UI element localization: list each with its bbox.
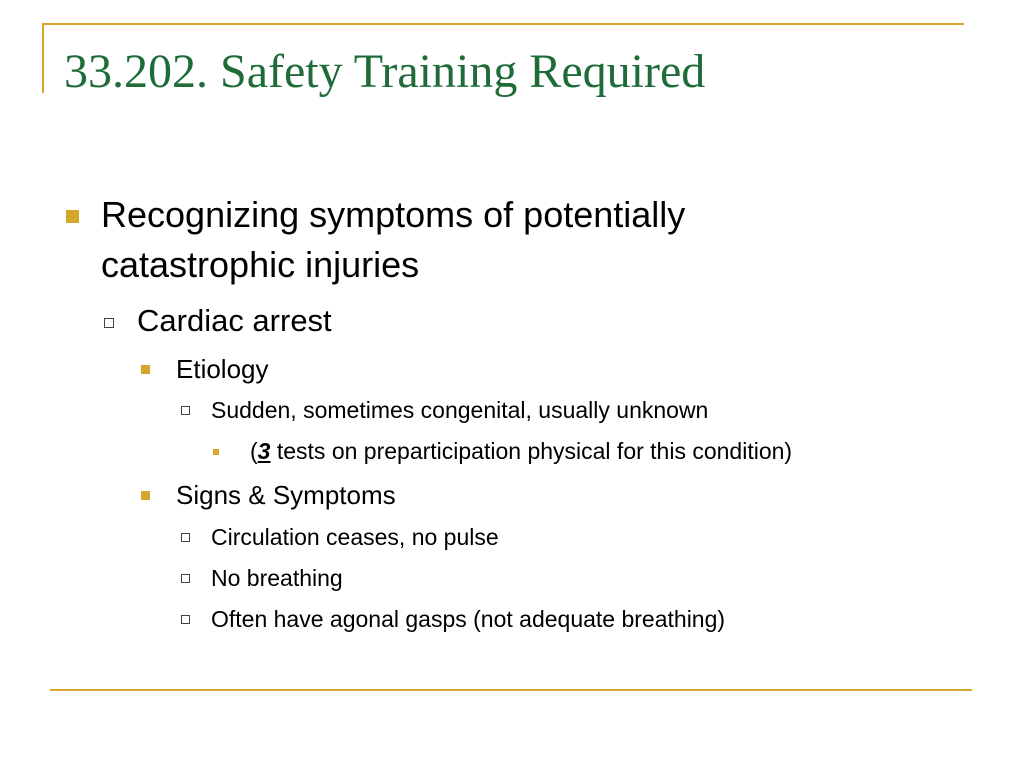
bullet-text: Cardiac arrest bbox=[137, 303, 332, 338]
tests-text: tests on preparticipation physical for this condition) bbox=[270, 438, 793, 464]
square-bullet-icon bbox=[66, 210, 79, 223]
small-square-bullet-icon bbox=[213, 449, 219, 455]
bullet-text: No breathing bbox=[211, 565, 343, 591]
frame-bottom-rule bbox=[50, 689, 972, 691]
hollow-square-bullet-icon bbox=[181, 615, 190, 624]
hollow-square-bullet-icon bbox=[104, 318, 114, 328]
hollow-square-bullet-icon bbox=[181, 574, 190, 583]
bullet-text: Signs & Symptoms bbox=[176, 480, 396, 510]
slide-title: 33.202. Safety Training Required bbox=[64, 45, 706, 98]
emphasized-count: 3 bbox=[257, 438, 271, 464]
hollow-square-bullet-icon bbox=[181, 533, 190, 542]
hollow-square-bullet-icon bbox=[181, 406, 190, 415]
bullet-text: Sudden, sometimes congenital, usually unknown bbox=[211, 397, 709, 423]
bullet-text bbox=[250, 436, 792, 466]
open-paren: ( bbox=[250, 438, 258, 464]
bullet-text-line-1: Recognizing symptoms of potentially bbox=[101, 194, 686, 235]
bullet-text-line-2: catastrophic injuries bbox=[101, 244, 420, 285]
bullet-text: Circulation ceases, no pulse bbox=[211, 524, 499, 550]
bullet-text: Etiology bbox=[176, 354, 269, 384]
square-bullet-icon bbox=[141, 365, 150, 374]
bullet-text: Often have agonal gasps (not adequate breathing) bbox=[211, 606, 726, 632]
square-bullet-icon bbox=[141, 491, 150, 500]
